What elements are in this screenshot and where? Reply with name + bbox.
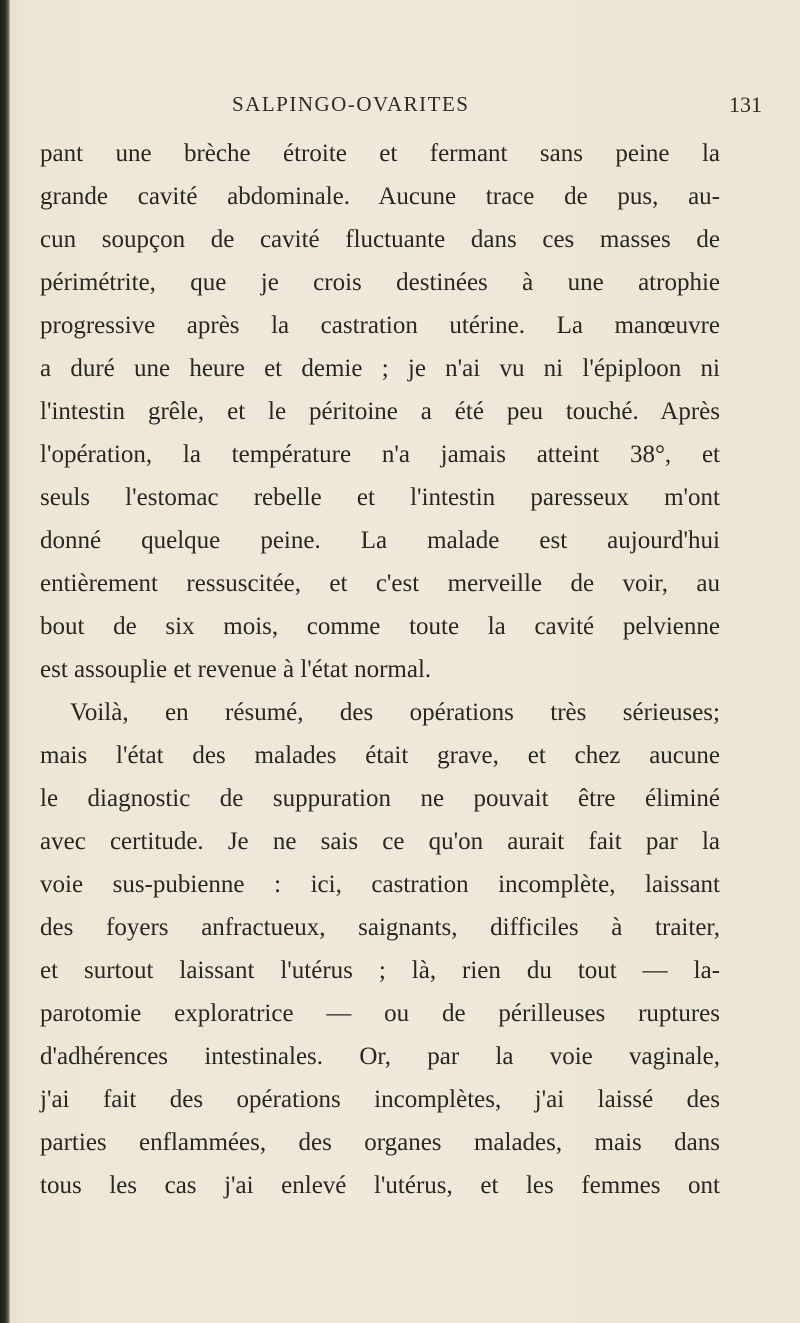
text-line: tous les cas j'ai enlevé l'utérus, et les femmes ont (40, 1172, 720, 1199)
page-header (232, 92, 762, 122)
text-line: bout de six mois, comme toute la cavité pelvienne (40, 613, 720, 640)
text-line: avec certitude. Je ne sais ce qu'on aurait fait par la (40, 828, 720, 855)
text-line: d'adhérences intestinales. Or, par la voie vaginale, (40, 1043, 720, 1070)
text-line: Voilà, en résumé, des opérations très sérieuses; (70, 699, 720, 726)
text-line: l'intestin grêle, et le péritoine a été peu touché. Après (40, 398, 720, 425)
text-line: a duré une heure et demie ; je n'ai vu ni l'épiploon ni (40, 355, 720, 382)
text-line: parotomie exploratrice — ou de périlleuses ruptures (40, 1000, 720, 1027)
text-line: j'ai fait des opérations incomplètes, j'ai laissé des (40, 1086, 720, 1113)
text-line: voie sus-pubienne : ici, castration incomplète, laissant (40, 871, 720, 898)
text-line: des foyers anfractueux, saignants, difficiles à traiter, (40, 914, 720, 941)
text-line: entièrement ressuscitée, et c'est merveille de voir, au (40, 570, 720, 597)
text-line: et surtout laissant l'utérus ; là, rien du tout — la- (40, 957, 720, 984)
text-line: donné quelque peine. La malade est aujourd'hui (40, 527, 720, 554)
text-line: parties enflammées, des organes malades, mais dans (40, 1129, 720, 1156)
page-number: 131 (729, 92, 762, 117)
text-line: progressive après la castration utérine. La manœuvre (40, 312, 720, 339)
page-binding-edge (0, 0, 10, 1323)
text-line: mais l'état des malades était grave, et chez aucune (40, 742, 720, 769)
text-line: seuls l'estomac rebelle et l'intestin paresseux m'ont (40, 484, 720, 511)
running-head: SALPINGO-OVARITES (232, 92, 470, 116)
text-line: pant une brèche étroite et fermant sans peine la (40, 140, 720, 167)
text-line: le diagnostic de suppuration ne pouvait être éliminé (40, 785, 720, 812)
text-line: est assouplie et revenue à l'état normal. (40, 656, 432, 683)
text-line: l'opération, la température n'a jamais atteint 38°, et (40, 441, 720, 468)
text-line: cun soupçon de cavité fluctuante dans ces masses de (40, 226, 720, 253)
text-line: périmétrite, que je crois destinées à une atrophie (40, 269, 720, 296)
text-line: grande cavité abdominale. Aucune trace de pus, au- (40, 183, 720, 210)
